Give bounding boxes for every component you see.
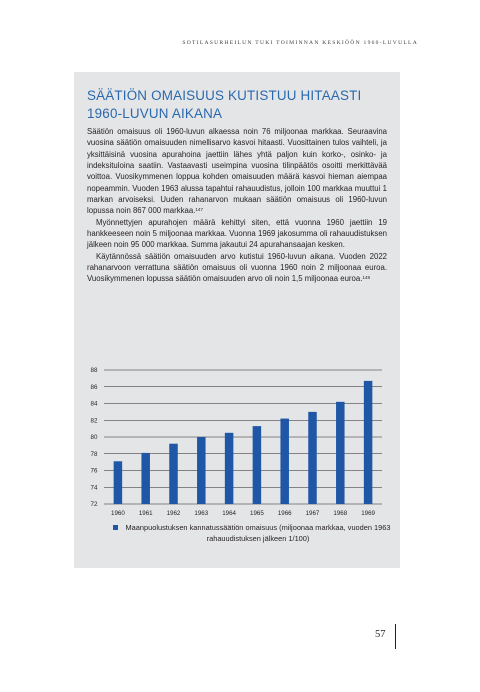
bar — [169, 444, 178, 504]
x-tick-label: 1966 — [277, 510, 292, 517]
y-tick-label: 74 — [90, 484, 98, 492]
running-head: SOTILASURHEILUN TUKI TOIMINNAN KESKIÖÖN 1960-LUVULLA — [182, 40, 418, 46]
footnote-ref: 147 — [195, 207, 204, 213]
y-tick-label: 76 — [90, 467, 98, 475]
paragraph-text: Käytännössä säätiön omaisuuden arvo kutistui 1960-luvun aikana. Vuoden 2022 rahanarvoon verrattuna säätiön omaisuus oli vuonna 1960 noin 2 miljoonaa euroa. Vuosikymmenen lopussa säätiön omaisuuden arvo oli noin 1,5 miljoonaa euroa. — [87, 251, 387, 284]
bar — [364, 381, 373, 504]
page-number-rule — [395, 624, 396, 649]
bar — [197, 437, 206, 504]
bar — [253, 426, 262, 504]
bar — [141, 453, 150, 504]
y-tick-label: 82 — [90, 417, 98, 425]
x-tick-label: 1961 — [138, 510, 153, 517]
y-tick-label: 78 — [90, 450, 98, 458]
bar — [336, 402, 345, 504]
footnote-ref: 148 — [362, 275, 371, 281]
y-tick-label: 86 — [90, 383, 98, 391]
bar — [308, 412, 317, 504]
legend-label: Maanpuolustuksen kannatussäätiön omaisuus (miljoonaa markkaa, vuoden 1963 rahauudistuksen jälkeen 1/100) — [125, 523, 391, 544]
bar — [114, 461, 123, 504]
x-tick-label: 1962 — [166, 510, 181, 517]
paragraph-1 — [87, 126, 387, 217]
asset-bar-chart — [86, 362, 386, 522]
chart-legend — [113, 522, 393, 544]
paragraph-2 — [87, 217, 387, 251]
x-tick-label: 1969 — [361, 510, 375, 517]
x-tick-label: 1965 — [250, 510, 264, 517]
paragraph-text: Säätiön omaisuus oli 1960-luvun alkaessa noin 76 miljoonaa markkaa. Seuraavina vuosina säätiön omaisuuden nimellisarvo kasvoi hitaasti. Vuosittainen tulos vaihteli, ja yksittäisinä vuosina apurahoina jaettiin lähes yhtä paljon kuin korko-, osinko- ja indeksituloina saatiin. Vastaavasti useimpina vuosina tilinpäätös osoitti merkittävää voittoa. Vuosikymmenen loppua kohden omaisuuden määrä kasvoi hieman aiempaa nopeammin. Vuoden 1963 alussa tapahtui rahauudistus, jolloin 100 markkaa muuttui 1 markan arvoiseksi. Uuden rahanarvon mukaan säätiön omaisuus oli 1960-luvun lopussa noin 867 000 markkaa. — [87, 127, 387, 216]
x-tick-label: 1968 — [333, 510, 348, 517]
paragraph-text: Myönnettyjen apurahojen määrä kehittyi siten, että vuonna 1960 jaettiin 19 hankkeeseen noin 5 miljoonaa markkaa. Vuonna 1969 jakosumma oli rahauudistuksen jälkeen noin 95 000 markkaa. Summa jakautui 24 apurahansaajan kesken. — [87, 217, 387, 250]
box-body — [87, 126, 387, 285]
y-tick-label: 80 — [90, 434, 98, 442]
box-title: SÄÄTIÖN OMAISUUS KUTISTUU HITAASTI 1960-LUVUN AIKANA — [87, 88, 362, 121]
page-number: 57 — [375, 629, 386, 640]
paragraph-3 — [87, 251, 387, 285]
y-tick-label: 72 — [90, 501, 98, 509]
legend-swatch — [113, 525, 118, 530]
x-tick-label: 1963 — [194, 510, 209, 517]
bar — [225, 433, 234, 504]
y-tick-label: 84 — [90, 400, 98, 408]
x-tick-label: 1960 — [111, 510, 125, 517]
bar — [280, 419, 289, 504]
y-tick-label: 88 — [90, 367, 98, 375]
x-tick-label: 1967 — [305, 510, 320, 517]
x-tick-label: 1964 — [222, 510, 236, 517]
